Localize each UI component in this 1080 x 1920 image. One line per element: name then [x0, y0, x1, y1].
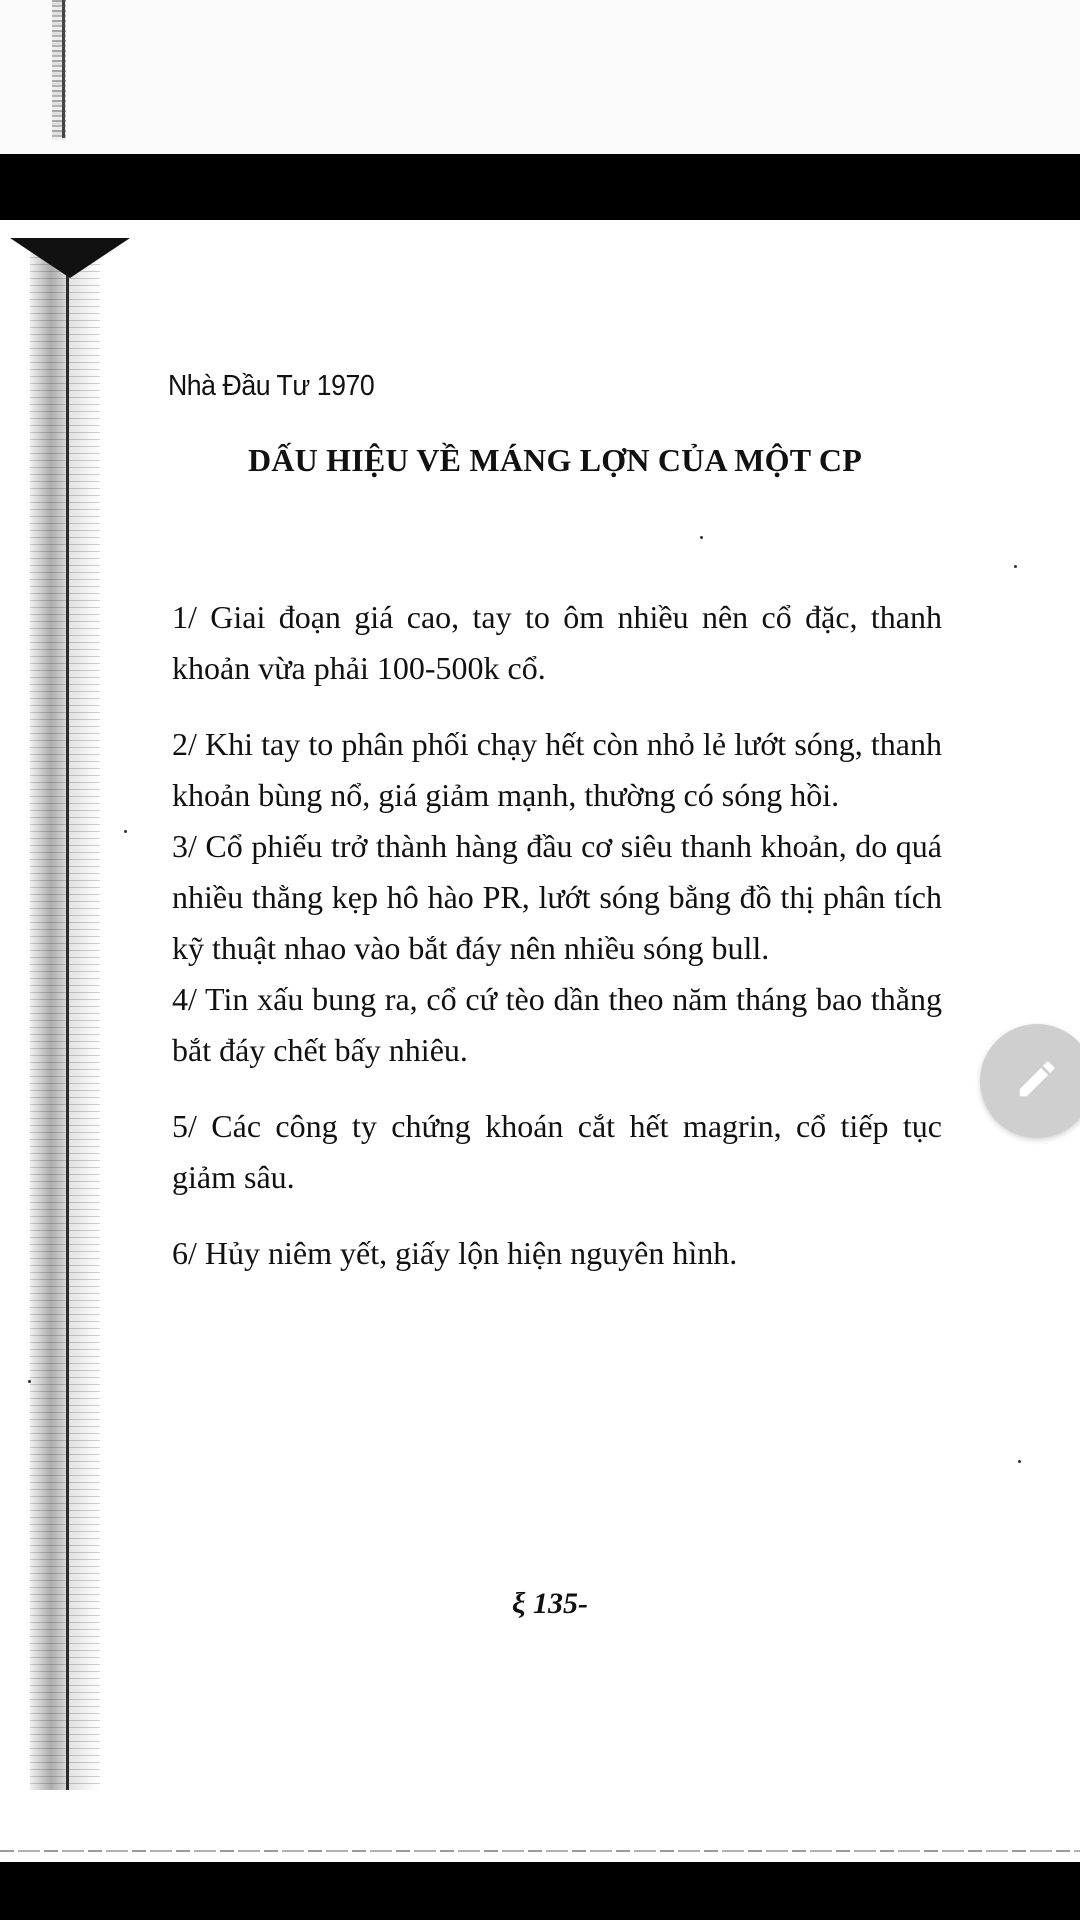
scan-speck — [124, 830, 127, 833]
previous-page-binding-line — [62, 0, 65, 138]
pencil-icon — [1014, 1056, 1060, 1107]
previous-page-fragment[interactable] — [0, 0, 1080, 154]
paragraph-3: 3/ Cổ phiếu trở thành hàng đầu cơ siêu thanh khoản, do quá nhiều thằng kẹp hô hào PR, lướt sóng bằng đồ thị phân tích kỹ thuật nhao vào bắt đáy nên nhiều sóng bull. — [172, 828, 942, 966]
paragraph-6: 6/ Hủy niêm yết, giấy lộn hiện nguyên hình. — [172, 1235, 738, 1271]
page-body — [172, 592, 942, 1279]
scan-speck — [1014, 565, 1017, 568]
page-bottom-rule — [0, 1850, 1080, 1852]
scanned-page[interactable] — [0, 220, 1080, 1862]
paragraph-5: 5/ Các công ty chứng khoán cắt hết magrin, cổ tiếp tục giảm sâu. — [172, 1108, 942, 1195]
author-note: Nhà Đầu Tư 1970 — [168, 370, 375, 402]
paragraph-1: 1/ Giai đoạn giá cao, tay to ôm nhiều nên cổ đặc, thanh khoản vừa phải 100-500k cổ. — [172, 599, 942, 686]
page-binding-notch — [10, 238, 130, 278]
page-binding-line — [66, 250, 69, 1790]
page-separator-bottom — [0, 1862, 1080, 1920]
page-number: ξ 135- — [512, 1587, 588, 1620]
scan-speck — [28, 1380, 31, 1383]
page-separator-top — [0, 154, 1080, 220]
page-title: DẤU HIỆU VỀ MÁNG LỢN CỦA MỘT CP — [248, 442, 862, 478]
paragraph-4: 4/ Tin xấu bung ra, cổ cứ tèo dần theo năm tháng bao thằng bắt đáy chết bấy nhiêu. — [172, 981, 942, 1068]
scan-speck — [1018, 1460, 1021, 1463]
scan-speck — [700, 536, 703, 539]
paragraph-2: 2/ Khi tay to phân phối chạy hết còn nhỏ lẻ lướt sóng, thanh khoản bùng nổ, giá giảm mạnh, thường có sóng hồi. — [172, 726, 942, 813]
page-binding-shadow — [30, 240, 100, 1790]
